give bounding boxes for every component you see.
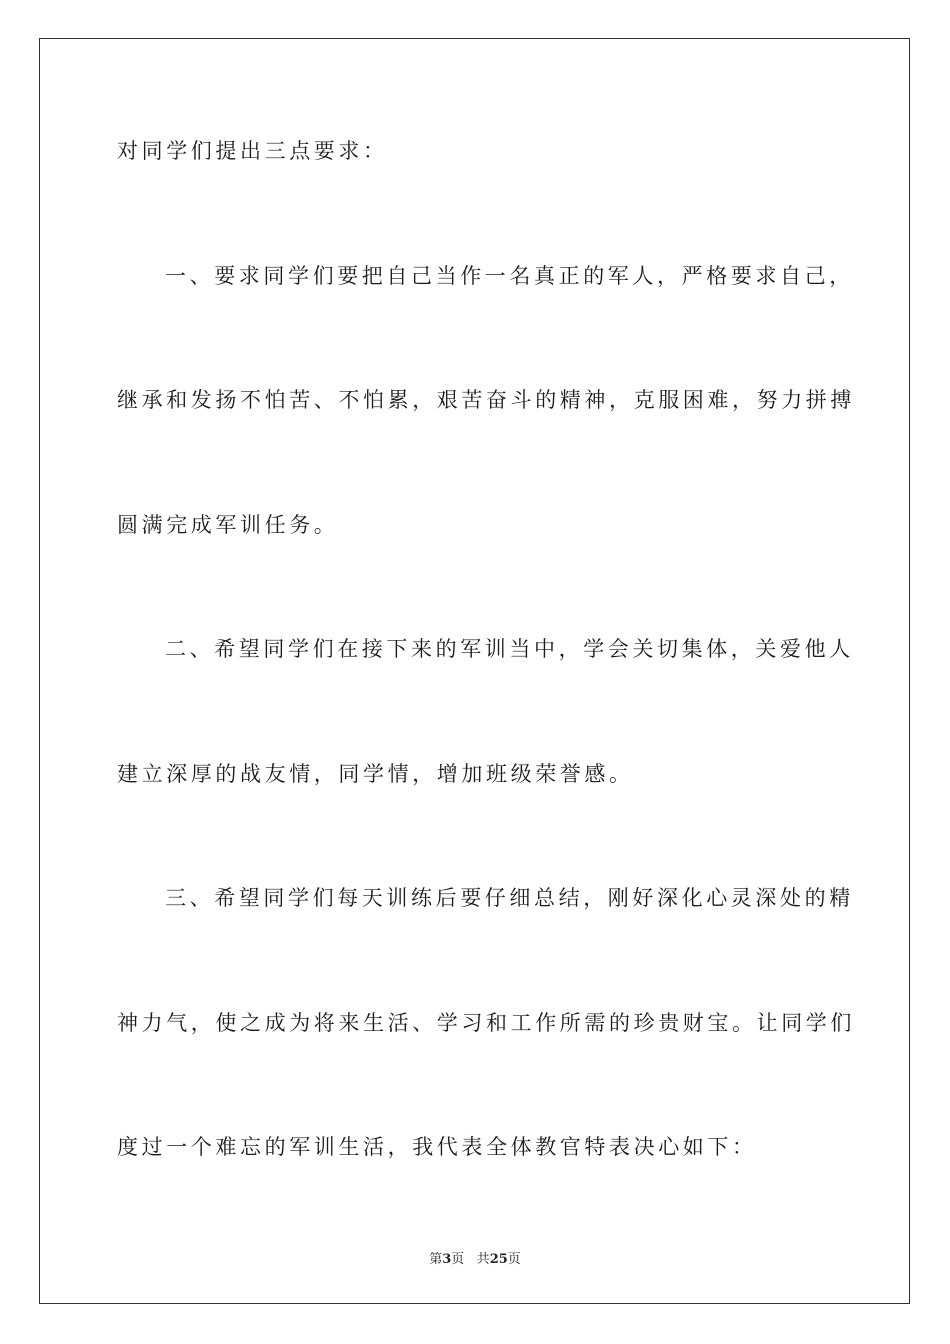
paragraph-line-9: 度过一个难忘的军训生活，我代表全体教官特表决心如下： xyxy=(117,1135,757,1159)
paragraph-line-4: 圆满完成军训任务。 xyxy=(117,513,339,537)
page-border xyxy=(39,38,910,1304)
page-prefix: 第 xyxy=(429,1252,443,1267)
page-suffix: 页 xyxy=(451,1252,465,1267)
paragraph-line-5: 二、希望同学们在接下来的军训当中，学会关切集体，关爱他人 xyxy=(165,637,854,661)
paragraph-line-2: 一、要求同学们要把自己当作一名真正的军人，严格要求自己， xyxy=(165,264,854,288)
paragraph-line-1: 对同学们提出三点要求： xyxy=(117,139,388,163)
page-footer xyxy=(0,1248,950,1267)
total-pages: 25 xyxy=(489,1252,508,1267)
page-number: 3 xyxy=(442,1252,452,1267)
paragraph-line-8: 神力气，使之成为将来生活、学习和工作所需的珍贵财宝。让同学们 xyxy=(117,1011,855,1035)
total-suffix: 页 xyxy=(507,1252,521,1267)
total-prefix: 共 xyxy=(476,1252,490,1267)
paragraph-line-7: 三、希望同学们每天训练后要仔细总结，刚好深化心灵深处的精 xyxy=(165,886,854,910)
paragraph-line-3: 继承和发扬不怕苦、不怕累，艰苦奋斗的精神，克服困难，努力拼搏 xyxy=(117,388,855,412)
paragraph-line-6: 建立深厚的战友情，同学情，增加班级荣誉感。 xyxy=(117,762,634,786)
